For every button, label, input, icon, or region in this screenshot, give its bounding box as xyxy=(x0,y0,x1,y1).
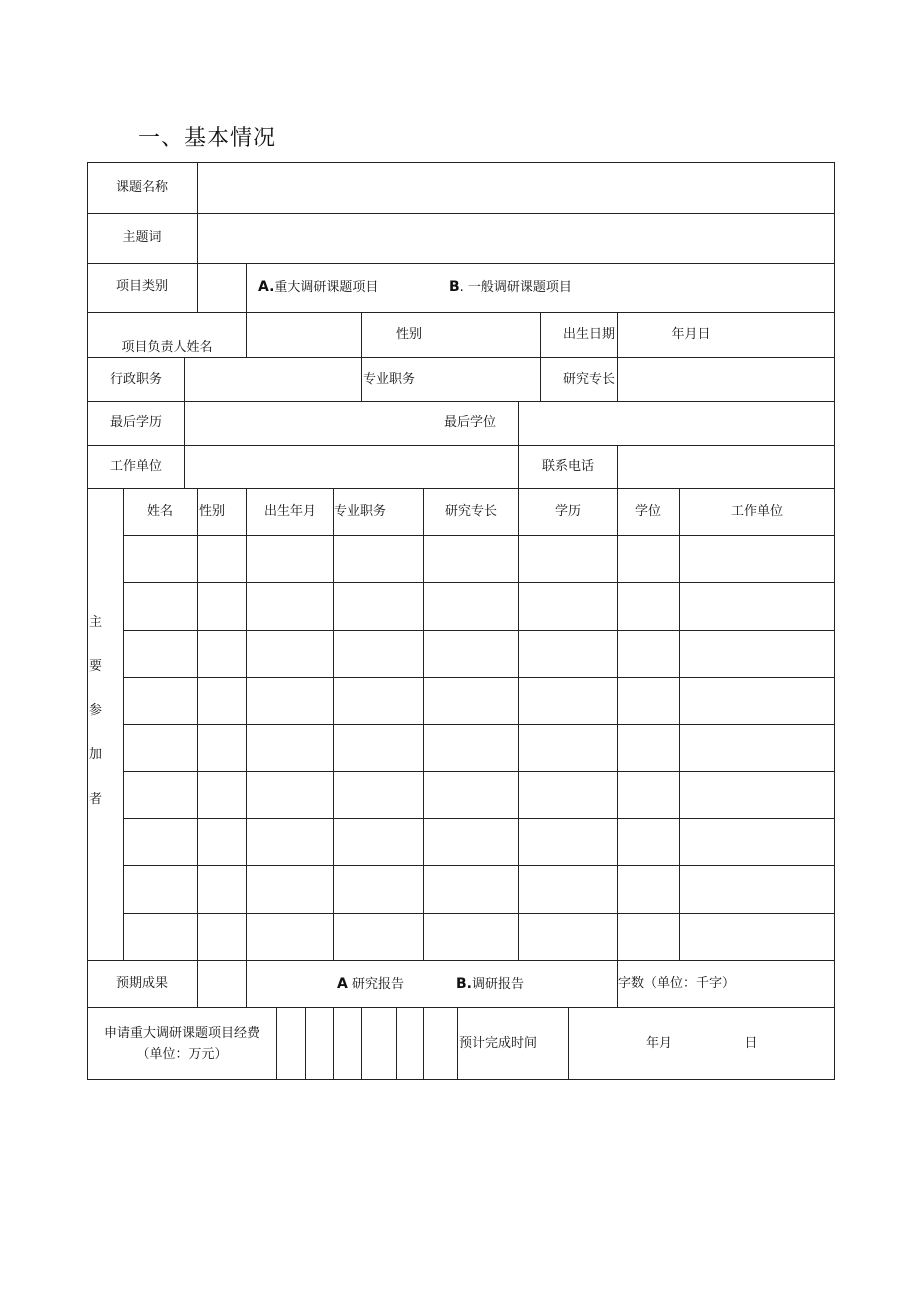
participant-cell-gender[interactable] xyxy=(198,772,246,818)
participant-cell-research-specialty[interactable] xyxy=(424,772,518,818)
participant-cell-birth[interactable] xyxy=(247,725,333,771)
leader-name-field[interactable] xyxy=(247,313,361,357)
col-header-name: 姓名 xyxy=(146,504,174,519)
participant-cell-degree[interactable] xyxy=(618,914,679,960)
participant-cell-birth[interactable] xyxy=(247,819,333,865)
participants-side-label-2: 要 xyxy=(89,659,103,674)
label-expected-results: 预期成果 xyxy=(115,976,169,991)
participant-cell-education[interactable] xyxy=(519,914,617,960)
participant-cell-research-specialty[interactable] xyxy=(424,583,518,630)
participant-cell-name[interactable] xyxy=(124,536,197,582)
participant-cell-education[interactable] xyxy=(519,536,617,582)
participant-cell-degree[interactable] xyxy=(618,583,679,630)
label-admin-position: 行政职务 xyxy=(109,372,163,387)
participant-cell-work-unit[interactable] xyxy=(680,866,834,913)
participants-side-label-1: 主 xyxy=(89,615,103,630)
participant-cell-work-unit[interactable] xyxy=(680,914,834,960)
label-expected-completion: 预计完成时间 xyxy=(459,1036,538,1051)
participant-cell-work-unit[interactable] xyxy=(680,583,834,630)
participant-cell-birth[interactable] xyxy=(247,536,333,582)
label-project-category: 项目类别 xyxy=(115,279,169,294)
result-option-survey-report[interactable] xyxy=(456,976,524,993)
category-choice-field[interactable] xyxy=(198,264,246,312)
participant-cell-research-specialty[interactable] xyxy=(424,631,518,677)
col-header-degree: 学位 xyxy=(634,504,662,519)
participant-cell-professional-title[interactable] xyxy=(334,678,423,724)
participant-cell-gender[interactable] xyxy=(198,914,246,960)
participant-cell-work-unit[interactable] xyxy=(680,631,834,677)
participant-cell-degree[interactable] xyxy=(618,819,679,865)
basic-info-form xyxy=(87,162,835,1080)
participant-cell-degree[interactable] xyxy=(618,536,679,582)
expected-results-choice-field[interactable] xyxy=(198,961,246,1007)
label-birth-date: 出生日期 xyxy=(562,327,616,342)
label-topic-name: 课题名称 xyxy=(115,180,169,195)
participant-cell-work-unit[interactable] xyxy=(680,536,834,582)
participant-cell-research-specialty[interactable] xyxy=(424,678,518,724)
participant-cell-education[interactable] xyxy=(519,583,617,630)
option-b-letter: B xyxy=(449,279,460,295)
participant-cell-name[interactable] xyxy=(124,725,197,771)
participant-cell-professional-title[interactable] xyxy=(334,725,423,771)
keywords-field[interactable] xyxy=(198,214,834,263)
participant-cell-name[interactable] xyxy=(124,866,197,913)
label-research-specialty: 研究专长 xyxy=(562,372,616,387)
participant-cell-birth[interactable] xyxy=(247,583,333,630)
participant-cell-name[interactable] xyxy=(124,583,197,630)
col-header-professional-title: 专业职务 xyxy=(334,504,387,519)
participant-cell-professional-title[interactable] xyxy=(334,866,423,913)
participant-cell-degree[interactable] xyxy=(618,678,679,724)
option-a-text: 重大调研课题项目 xyxy=(274,280,379,295)
participant-cell-education[interactable] xyxy=(519,725,617,771)
participant-cell-name[interactable] xyxy=(124,678,197,724)
participant-cell-degree[interactable] xyxy=(618,725,679,771)
result-option-research-report[interactable] xyxy=(337,976,404,993)
participant-cell-education[interactable] xyxy=(519,819,617,865)
birth-date-field[interactable]: 年月日 xyxy=(671,327,711,342)
participant-cell-gender[interactable] xyxy=(198,866,246,913)
participant-cell-gender[interactable] xyxy=(198,725,246,771)
participant-cell-education[interactable] xyxy=(519,772,617,818)
participant-cell-research-specialty[interactable] xyxy=(424,725,518,771)
label-gender: 性别 xyxy=(396,327,423,342)
participant-cell-work-unit[interactable] xyxy=(680,678,834,724)
topic-name-field[interactable] xyxy=(198,163,834,213)
funding-digit-cell[interactable] xyxy=(397,1008,423,1079)
participants-side-label-3: 参 xyxy=(89,703,103,718)
completion-year-month-field[interactable]: 年月 xyxy=(645,1036,673,1051)
label-highest-degree: 最后学位 xyxy=(444,415,497,430)
contact-phone-field[interactable] xyxy=(618,446,834,488)
participant-cell-research-specialty[interactable] xyxy=(424,866,518,913)
option-general-project[interactable] xyxy=(449,279,572,296)
funding-digit-cell[interactable] xyxy=(334,1008,361,1079)
highest-education-field[interactable] xyxy=(185,402,425,445)
participant-cell-birth[interactable] xyxy=(247,772,333,818)
label-professional-title: 专业职务 xyxy=(363,372,416,387)
participant-cell-name[interactable] xyxy=(124,631,197,677)
completion-day-field[interactable]: 日 xyxy=(744,1036,758,1051)
label-funding-line1: 申请重大调研课题项目经费 xyxy=(103,1026,261,1041)
participant-cell-degree[interactable] xyxy=(618,866,679,913)
result-a-letter: A xyxy=(337,976,348,992)
participant-cell-birth[interactable] xyxy=(247,866,333,913)
option-major-project[interactable] xyxy=(258,279,378,296)
participant-cell-gender[interactable] xyxy=(198,678,246,724)
participant-cell-education[interactable] xyxy=(519,631,617,677)
col-header-education: 学历 xyxy=(554,504,582,519)
participant-cell-degree[interactable] xyxy=(618,772,679,818)
participant-cell-professional-title[interactable] xyxy=(334,914,423,960)
participant-cell-professional-title[interactable] xyxy=(334,631,423,677)
highest-degree-field[interactable] xyxy=(519,402,834,445)
participant-cell-birth[interactable] xyxy=(247,914,333,960)
participant-cell-professional-title[interactable] xyxy=(334,583,423,630)
participant-cell-gender[interactable] xyxy=(198,631,246,677)
participant-cell-gender[interactable] xyxy=(198,819,246,865)
result-b-letter: B. xyxy=(456,976,472,992)
label-keywords: 主题词 xyxy=(122,230,162,245)
participant-cell-research-specialty[interactable] xyxy=(424,536,518,582)
participant-cell-education[interactable] xyxy=(519,866,617,913)
participant-cell-gender[interactable] xyxy=(198,536,246,582)
participant-cell-birth[interactable] xyxy=(247,631,333,677)
participant-cell-professional-title[interactable] xyxy=(334,772,423,818)
admin-position-field[interactable] xyxy=(185,358,361,401)
participant-cell-research-specialty[interactable] xyxy=(424,914,518,960)
participants-side-label-5: 者 xyxy=(89,792,103,807)
participant-cell-degree[interactable] xyxy=(618,631,679,677)
participant-cell-professional-title[interactable] xyxy=(334,536,423,582)
col-header-research-specialty: 研究专长 xyxy=(444,504,498,519)
participant-cell-education[interactable] xyxy=(519,678,617,724)
research-specialty-field[interactable] xyxy=(618,358,834,401)
funding-digit-cell[interactable] xyxy=(424,1008,457,1079)
participant-cell-birth[interactable] xyxy=(247,678,333,724)
option-a-letter: A. xyxy=(258,279,275,295)
option-b-text: . 一般调研课题项目 xyxy=(459,280,572,295)
label-contact-phone: 联系电话 xyxy=(541,459,595,474)
label-funding-line2: （单位：万元） xyxy=(136,1047,228,1062)
label-highest-education: 最后学历 xyxy=(109,415,163,430)
participant-cell-work-unit[interactable] xyxy=(680,725,834,771)
result-b-text: 调研报告 xyxy=(472,977,525,992)
col-header-work-unit: 工作单位 xyxy=(730,504,784,519)
section-title: 一、基本情况 xyxy=(138,126,277,151)
col-header-birth: 出生年月 xyxy=(263,504,317,519)
participant-cell-name[interactable] xyxy=(124,819,197,865)
participant-cell-name[interactable] xyxy=(124,914,197,960)
funding-digit-cell[interactable] xyxy=(306,1008,333,1079)
funding-digit-cell[interactable] xyxy=(362,1008,396,1079)
participant-cell-work-unit[interactable] xyxy=(680,772,834,818)
participants-side-label-4: 加 xyxy=(89,747,103,762)
funding-digit-cell[interactable] xyxy=(277,1008,305,1079)
participant-cell-work-unit[interactable] xyxy=(680,819,834,865)
work-unit-field[interactable] xyxy=(185,446,518,488)
label-leader-name: 项目负责人姓名 xyxy=(121,340,213,355)
participant-cell-research-specialty[interactable] xyxy=(424,819,518,865)
word-count-field[interactable]: 字数（单位：千字） xyxy=(618,976,736,991)
col-header-gender: 性别 xyxy=(198,504,226,519)
result-a-text: 研究报告 xyxy=(347,977,404,992)
participant-cell-professional-title[interactable] xyxy=(334,819,423,865)
participant-cell-name[interactable] xyxy=(124,772,197,818)
participant-cell-gender[interactable] xyxy=(198,583,246,630)
label-work-unit: 工作单位 xyxy=(109,459,163,474)
